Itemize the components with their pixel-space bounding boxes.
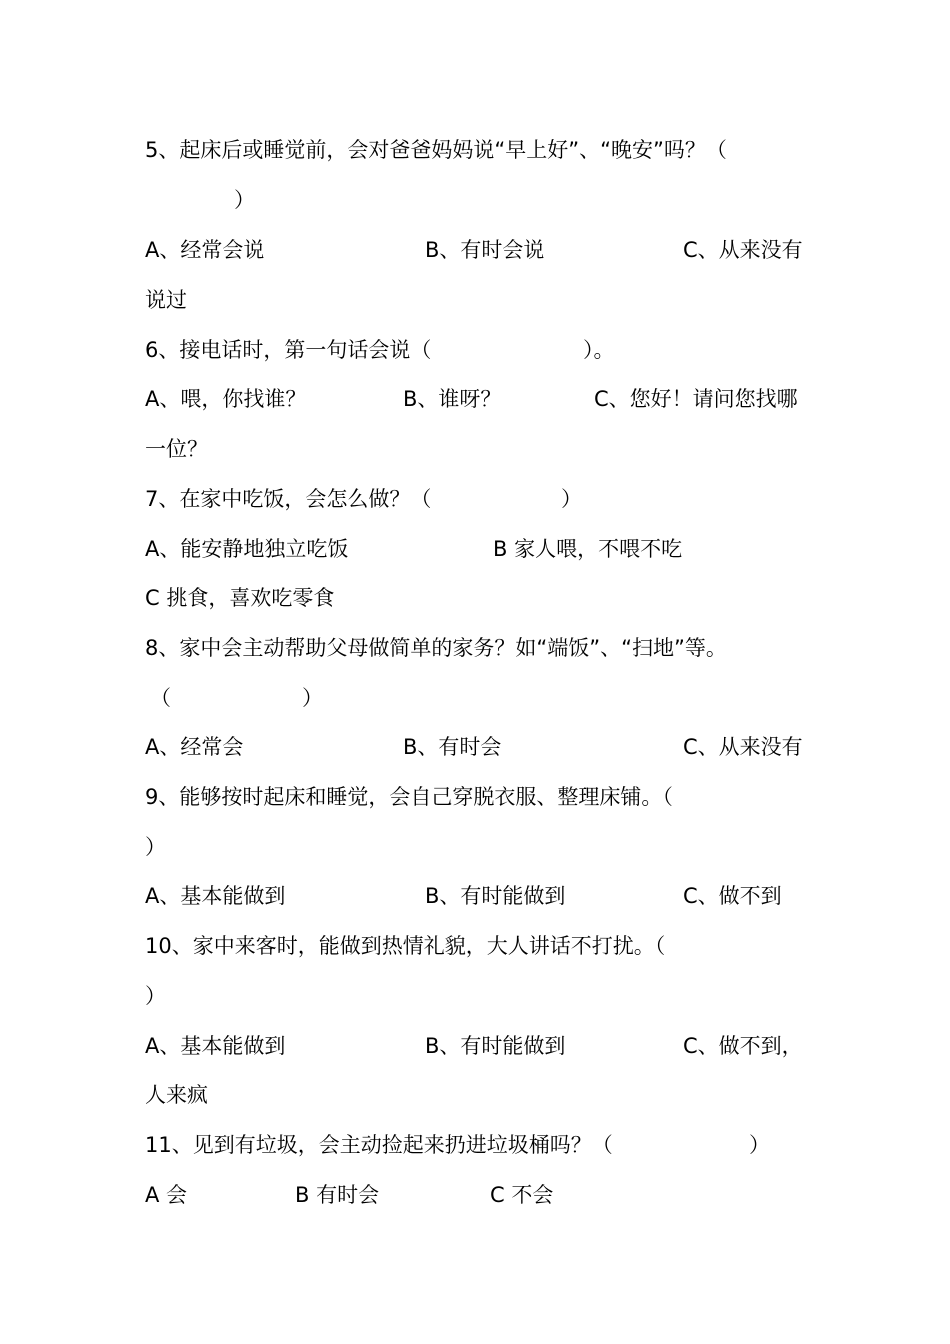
question-7-paren-close: ） [561,487,582,511]
question-7-option-c: C 挑食，喜欢吃零食 [145,586,335,610]
question-5-option-c-cont: 说过 [145,288,187,312]
question-5-paren-close: ） [234,188,255,212]
question-10-paren-close: ） [145,984,166,1008]
question-8-paren-open: （ [150,686,171,710]
question-6-option-c: C、您好！请问您找哪 [594,387,798,411]
question-11-text: 11、见到有垃圾，会主动捡起来扔进垃圾桶吗？（ [145,1133,613,1157]
question-7-option-b: B 家人喂，不喂不吃 [493,537,683,561]
question-10-option-b: B、有时能做到 [425,1034,566,1058]
question-7-option-a: A、能安静地独立吃饭 [145,537,349,561]
question-10-text: 10、家中来客时，能做到热情礼貌，大人讲话不打扰。（ [145,934,666,958]
question-8-option-c: C、从来没有 [683,735,803,759]
question-6-paren-close: ）。 [583,338,615,362]
question-9-text: 9、能够按时起床和睡觉，会自己穿脱衣服、整理床铺。（ [145,785,673,809]
question-6-option-a: A、喂，你找谁？ [145,387,307,411]
question-6-option-c-cont: 一位？ [145,437,208,461]
question-9-paren-close: ） [145,835,166,859]
question-8-text: 8、家中会主动帮助父母做简单的家务？如“端饭”、“扫地”等。 [145,636,727,660]
question-5-text: 5、起床后或睡觉前，会对爸爸妈妈说“早上好”、“晚安”吗？（ [145,138,727,162]
question-9-option-b: B、有时能做到 [425,884,566,908]
question-8-paren-close: ） [302,686,323,710]
question-8-option-b: B、有时会 [403,735,502,759]
question-6-text: 6、接电话时，第一句话会说（ [145,338,432,362]
question-11-option-b: B 有时会 [295,1183,380,1207]
question-11-option-c: C 不会 [490,1183,554,1207]
question-7-text: 7、在家中吃饭，会怎么做？（ [145,487,432,511]
question-10-option-c-cont: 人来疯 [145,1083,208,1107]
question-5-option-a: A、经常会说 [145,238,265,262]
question-5-option-c: C、从来没有 [683,238,803,262]
question-11-option-a: A 会 [145,1183,188,1207]
question-9-option-c: C、做不到 [683,884,782,908]
question-10-option-a: A、基本能做到 [145,1034,286,1058]
question-8-option-a: A、经常会 [145,735,244,759]
question-9-option-a: A、基本能做到 [145,884,286,908]
question-6-option-b: B、谁呀？ [403,387,502,411]
question-5-option-b: B、有时会说 [425,238,545,262]
question-10-option-c: C、做不到， [683,1034,803,1058]
question-11-paren-close: ） [749,1133,770,1157]
